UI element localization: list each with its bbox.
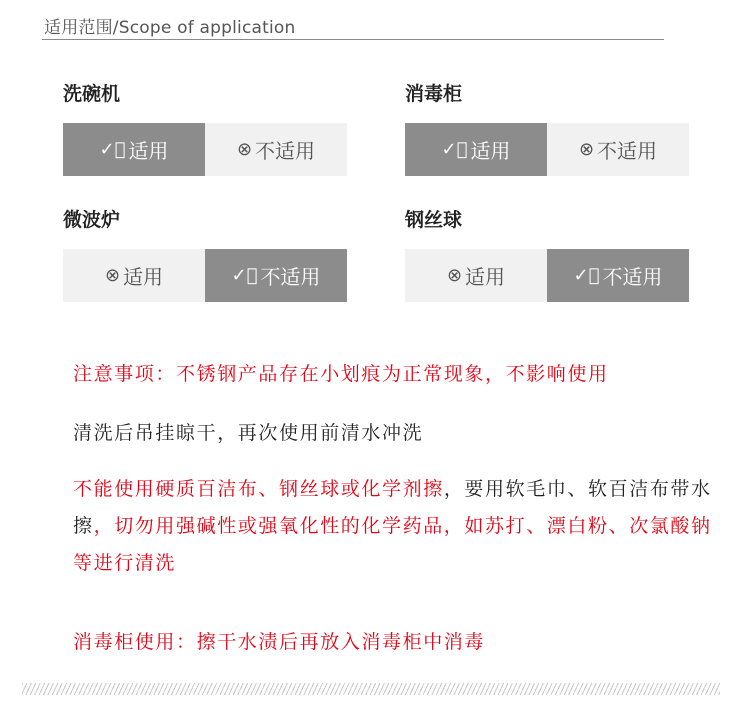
footer-hatch-divider — [22, 683, 720, 695]
option-label: 不适用 — [255, 139, 316, 163]
item-label: 洗碗机 — [63, 83, 121, 105]
item-dishwasher — [63, 81, 347, 176]
item-steel-wool — [405, 207, 689, 302]
option-suitable-selected[interactable] — [405, 123, 547, 176]
item-sterilizer — [405, 81, 689, 176]
item-label: 微波炉 — [63, 209, 121, 231]
option-suitable-selected[interactable] — [63, 123, 205, 176]
option-suitable[interactable] — [63, 249, 205, 302]
option-label: 适用 — [128, 139, 169, 163]
option-suitable[interactable] — [405, 249, 547, 302]
item-microwave — [63, 207, 347, 302]
cross-circle-icon: ⊗ — [578, 139, 595, 160]
check-circle-icon: ✓⃝ — [573, 265, 600, 286]
cross-circle-icon: ⊗ — [446, 265, 463, 286]
suitability-toggle — [63, 123, 347, 176]
cleaning-advice: ，要用软毛巾、软百洁布带水擦 — [73, 478, 712, 537]
option-unsuitable-selected[interactable] — [205, 249, 347, 302]
option-label: 不适用 — [602, 265, 663, 289]
caution-note: 注意事项：不锈钢产品存在小划痕为正常现象，不影响使用 — [73, 363, 609, 385]
cleaning-warning-1: 不能使用硬质百洁布、钢丝球或化学剂擦 — [73, 478, 444, 500]
item-label: 消毒柜 — [405, 83, 463, 105]
section-title: 适用范围/Scope of application — [44, 18, 296, 38]
suitability-toggle — [405, 123, 689, 176]
cross-circle-icon: ⊗ — [104, 265, 121, 286]
option-unsuitable[interactable] — [547, 123, 689, 176]
item-label: 钢丝球 — [405, 209, 463, 231]
title-divider — [42, 39, 664, 40]
option-unsuitable[interactable] — [205, 123, 347, 176]
option-label: 不适用 — [597, 139, 658, 163]
option-label: 适用 — [465, 265, 506, 289]
check-circle-icon: ✓⃝ — [99, 139, 126, 160]
suitability-toggle — [63, 249, 347, 302]
sterilizer-note: 消毒柜使用：擦干水渍后再放入消毒柜中消毒 — [73, 631, 486, 653]
cleaning-note — [73, 471, 713, 582]
option-label: 适用 — [123, 265, 164, 289]
check-circle-icon: ✓⃝ — [231, 265, 258, 286]
option-label: 适用 — [470, 139, 511, 163]
check-circle-icon: ✓⃝ — [441, 139, 468, 160]
cross-circle-icon: ⊗ — [236, 139, 253, 160]
hang-dry-note: 清洗后吊挂晾干，再次使用前清水冲洗 — [73, 422, 424, 444]
suitability-toggle — [405, 249, 689, 302]
option-unsuitable-selected[interactable] — [547, 249, 689, 302]
option-label: 不适用 — [260, 265, 321, 289]
cleaning-warning-2: ，切勿用强碱性或强氧化性的化学药品，如苏打、漂白粉、次氯酸钠等进行清洗 — [73, 515, 712, 574]
